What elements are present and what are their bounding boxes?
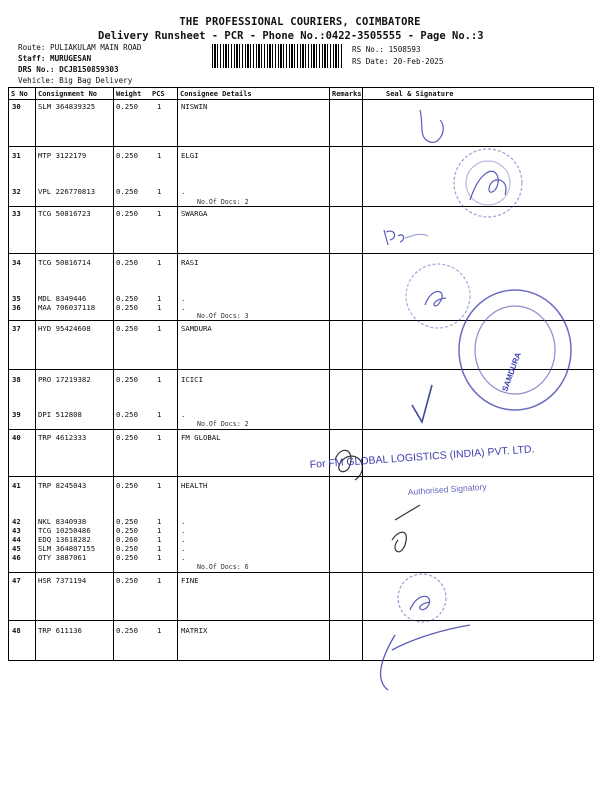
signature-mark <box>410 596 430 610</box>
row-pcs: 1 <box>157 576 162 585</box>
group-separator <box>8 206 593 207</box>
row-consignee: ICICI <box>181 375 203 384</box>
col-border <box>329 87 330 661</box>
row-consignee: . <box>181 535 186 544</box>
group-separator <box>8 369 593 370</box>
header-bottom-border <box>8 99 593 100</box>
signature-mark <box>470 171 506 200</box>
no-of-docs: No.Of Docs: 2 <box>197 198 249 206</box>
row-consignment: SLM 364807155 <box>38 544 96 553</box>
signature-mark <box>381 625 470 690</box>
round-stamp <box>406 264 470 328</box>
row-consignee: . <box>181 294 186 303</box>
row-sno: 30 <box>12 102 21 111</box>
row-consignee: FINE <box>181 576 199 585</box>
row-consignment: MAA 706037118 <box>38 303 96 312</box>
row-consignee: SWARGA <box>181 209 208 218</box>
row-weight: 0.250 <box>116 258 138 267</box>
drs-label: DRS No.: DCJB150859303 <box>18 65 119 74</box>
row-consignment: HSR 7371194 <box>38 576 87 585</box>
row-pcs: 1 <box>157 526 162 535</box>
row-weight: 0.260 <box>116 535 138 544</box>
authorised-stamp-text: Authorised Signatory <box>407 481 487 497</box>
row-pcs: 1 <box>157 517 162 526</box>
row-pcs: 1 <box>157 303 162 312</box>
col-border <box>113 87 114 661</box>
row-sno: 48 <box>12 626 21 635</box>
row-pcs: 1 <box>157 544 162 553</box>
row-sno: 34 <box>12 258 21 267</box>
row-pcs: 1 <box>157 481 162 490</box>
staff-label: Staff: MURUGESAN <box>18 54 92 63</box>
row-consignee: RASI <box>181 258 199 267</box>
row-pcs: 1 <box>157 209 162 218</box>
row-weight: 0.250 <box>116 303 138 312</box>
row-consignment: TCG 50816723 <box>38 209 91 218</box>
signature-mark <box>384 230 404 245</box>
row-sno: 38 <box>12 375 21 384</box>
no-of-docs: No.Of Docs: 2 <box>197 420 249 428</box>
row-pcs: 1 <box>157 553 162 562</box>
row-pcs: 1 <box>157 187 162 196</box>
row-weight: 0.250 <box>116 576 138 585</box>
row-weight: 0.250 <box>116 151 138 160</box>
group-separator <box>8 572 593 573</box>
row-consignment: OTY 3887061 <box>38 553 87 562</box>
col-header-pcs: PCS <box>152 90 165 98</box>
row-consignee: . <box>181 553 186 562</box>
row-weight: 0.250 <box>116 324 138 333</box>
row-sno: 44 <box>12 535 21 544</box>
fm-global-stamp-text: For FM GLOBAL LOGISTICS (INDIA) PVT. LTD. <box>309 443 535 471</box>
rs-number: RS No.: 1508593 <box>352 45 421 54</box>
row-sno: 36 <box>12 303 21 312</box>
row-weight: 0.250 <box>116 209 138 218</box>
vehicle-label: Vehicle: Big Bag Delivery <box>18 76 133 85</box>
group-separator <box>8 146 593 147</box>
table-top-border <box>8 87 593 88</box>
group-separator <box>8 320 593 321</box>
row-pcs: 1 <box>157 102 162 111</box>
row-weight: 0.250 <box>116 410 138 419</box>
row-consignment: TCG 10250486 <box>38 526 91 535</box>
row-consignment: NKL 8340938 <box>38 517 87 526</box>
row-weight: 0.250 <box>116 375 138 384</box>
samdura-seal-text: SAMDURA <box>500 351 523 393</box>
group-separator <box>8 620 593 621</box>
row-weight: 0.250 <box>116 553 138 562</box>
row-consignee: . <box>181 410 186 419</box>
row-weight: 0.250 <box>116 517 138 526</box>
col-border <box>177 87 178 661</box>
row-consignee: ELGI <box>181 151 199 160</box>
col-header-seal: Seal & Signature <box>386 90 454 98</box>
company-title: THE PROFESSIONAL COURIERS, COIMBATORE <box>179 16 421 28</box>
route-label: Route: PULIAKULAM MAIN ROAD <box>18 43 142 52</box>
group-separator <box>8 476 593 477</box>
row-consignment: PRO 17219382 <box>38 375 91 384</box>
row-sno: 35 <box>12 294 21 303</box>
row-weight: 0.250 <box>116 102 138 111</box>
row-consignment: HYD 95424608 <box>38 324 91 333</box>
col-header-weight: Weight <box>116 90 142 98</box>
row-sno: 42 <box>12 517 21 526</box>
row-consignment: MTP 3122179 <box>38 151 87 160</box>
row-sno: 43 <box>12 526 21 535</box>
row-consignee: MATRIX <box>181 626 208 635</box>
row-consignee: . <box>181 517 186 526</box>
col-border <box>593 87 594 661</box>
row-sno: 32 <box>12 187 21 196</box>
row-consignee: HEALTH <box>181 481 208 490</box>
row-consignment: TRP 4612333 <box>38 433 87 442</box>
row-sno: 40 <box>12 433 21 442</box>
row-sno: 33 <box>12 209 21 218</box>
row-consignment: MDL 8349446 <box>38 294 87 303</box>
row-consignee: FM GLOBAL <box>181 433 221 442</box>
col-header-consignee: Consignee Details <box>180 90 252 98</box>
row-consignment: TCG 50816714 <box>38 258 91 267</box>
row-consignment: EDQ 13618282 <box>38 535 91 544</box>
row-sno: 45 <box>12 544 21 553</box>
row-pcs: 1 <box>157 324 162 333</box>
row-pcs: 1 <box>157 410 162 419</box>
row-weight: 0.250 <box>116 526 138 535</box>
row-pcs: 1 <box>157 433 162 442</box>
row-sno: 39 <box>12 410 21 419</box>
row-consignee: SAMDURA <box>181 324 212 333</box>
row-weight: 0.250 <box>116 433 138 442</box>
row-sno: 37 <box>12 324 21 333</box>
row-pcs: 1 <box>157 535 162 544</box>
no-of-docs: No.Of Docs: 3 <box>197 312 249 320</box>
rs-date: RS Date: 20-Feb-2025 <box>352 57 444 66</box>
row-pcs: 1 <box>157 151 162 160</box>
signature-mark <box>412 385 432 422</box>
row-pcs: 1 <box>157 375 162 384</box>
row-weight: 0.250 <box>116 481 138 490</box>
col-border <box>362 87 363 661</box>
row-pcs: 1 <box>157 258 162 267</box>
row-sno: 47 <box>12 576 21 585</box>
row-weight: 0.250 <box>116 544 138 553</box>
samdura-seal <box>459 290 571 410</box>
signature-mark <box>425 291 446 305</box>
row-pcs: 1 <box>157 294 162 303</box>
col-border <box>35 87 36 661</box>
row-consignment: VPL 226770813 <box>38 187 96 196</box>
row-consignee: NISWIN <box>181 102 208 111</box>
round-stamp <box>398 574 446 622</box>
row-consignee: . <box>181 303 186 312</box>
col-header-consignment: Consignment No <box>38 90 98 98</box>
group-separator <box>8 429 593 430</box>
row-consignment: SLM 364839325 <box>38 102 96 111</box>
row-pcs: 1 <box>157 626 162 635</box>
row-consignee: . <box>181 526 186 535</box>
runsheet-subtitle: Delivery Runsheet - PCR - Phone No.:0422-3505555 - Page No.:3 <box>98 30 484 42</box>
row-consignee: . <box>181 544 186 553</box>
row-consignee: . <box>181 187 186 196</box>
row-sno: 41 <box>12 481 21 490</box>
row-consignment: TRP 8245043 <box>38 481 87 490</box>
signature-mark <box>392 505 420 552</box>
row-weight: 0.250 <box>116 626 138 635</box>
row-sno: 31 <box>12 151 21 160</box>
col-header-remarks: Remarks <box>332 90 362 98</box>
barcode <box>212 44 344 68</box>
table-bottom-border <box>8 660 593 661</box>
row-weight: 0.250 <box>116 294 138 303</box>
row-sno: 46 <box>12 553 21 562</box>
col-border <box>8 87 9 661</box>
group-separator <box>8 253 593 254</box>
no-of-docs: No.Of Docs: 6 <box>197 563 249 571</box>
row-consignment: DPI 512808 <box>38 410 82 419</box>
signature-mark <box>420 110 443 142</box>
row-weight: 0.250 <box>116 187 138 196</box>
col-header-sno: S No <box>11 90 28 98</box>
row-consignment: TRP 611136 <box>38 626 82 635</box>
